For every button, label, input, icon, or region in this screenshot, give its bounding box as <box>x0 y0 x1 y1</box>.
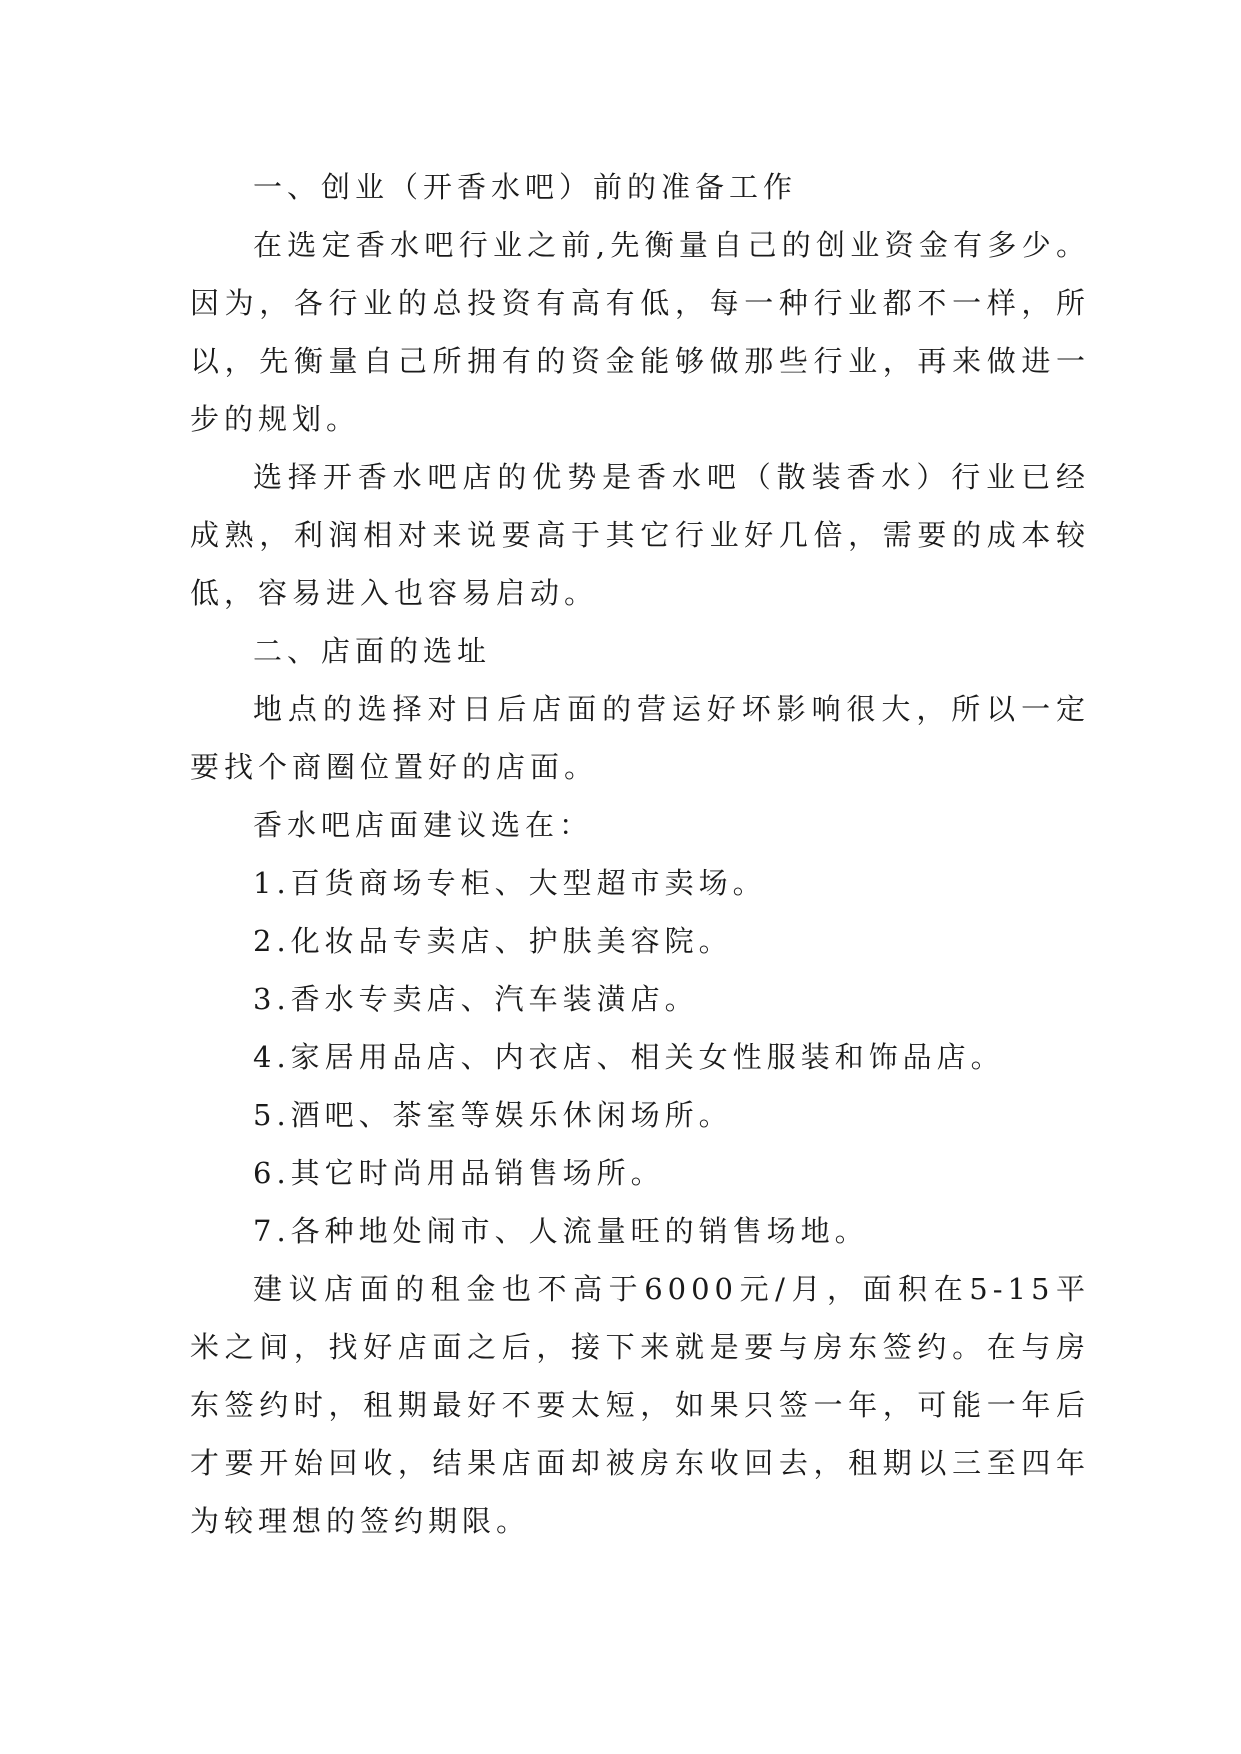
list-item: 2.化妆品专卖店、护肤美容院。 <box>253 924 733 958</box>
list-item: 1.百货商场专柜、大型超市卖场。 <box>253 866 767 900</box>
list-item: 3.香水专卖店、汽车装潢店。 <box>253 982 699 1016</box>
paragraph-capital: 在选定香水吧行业之前,先衡量自己的创业资金有多少。因为，各行业的总投资有高有低，每一种行业都不一样，所以，先衡量自己所拥有的资金能够做那些行业，再来做进一步的规划。 <box>190 228 1090 436</box>
list-item: 7.各种地处闹市、人流量旺的销售场地。 <box>253 1214 869 1248</box>
section-heading-location: 二、店面的选址 <box>253 634 492 668</box>
paragraph-lease: 建议店面的租金也不高于6000元/月，面积在5-15平米之间，找好店面之后，接下来就是要与房东签约。在与房东签约时，租期最好不要太短，如果只签一年，可能一年后才要开始回收，结果店面却被房东收回去，租期以三至四年为较理想的签约期限。 <box>190 1272 1090 1538</box>
section-heading-preparation: 一、创业（开香水吧）前的准备工作 <box>253 170 798 204</box>
list-item: 5.酒吧、茶室等娱乐休闲场所。 <box>253 1098 733 1132</box>
list-item: 6.其它时尚用品销售场所。 <box>253 1156 665 1190</box>
paragraph-location: 地点的选择对日后店面的营运好坏影响很大，所以一定要找个商圈位置好的店面。 <box>190 692 1090 784</box>
list-item: 4.家居用品店、内衣店、相关女性服装和饰品店。 <box>253 1040 1005 1074</box>
document-body <box>190 158 1090 1550</box>
paragraph-advantages: 选择开香水吧店的优势是香水吧（散装香水）行业已经成熟，利润相对来说要高于其它行业好几倍，需要的成本较低，容易进入也容易启动。 <box>190 460 1090 610</box>
paragraph-suggestions-intro: 香水吧店面建议选在： <box>253 808 594 842</box>
